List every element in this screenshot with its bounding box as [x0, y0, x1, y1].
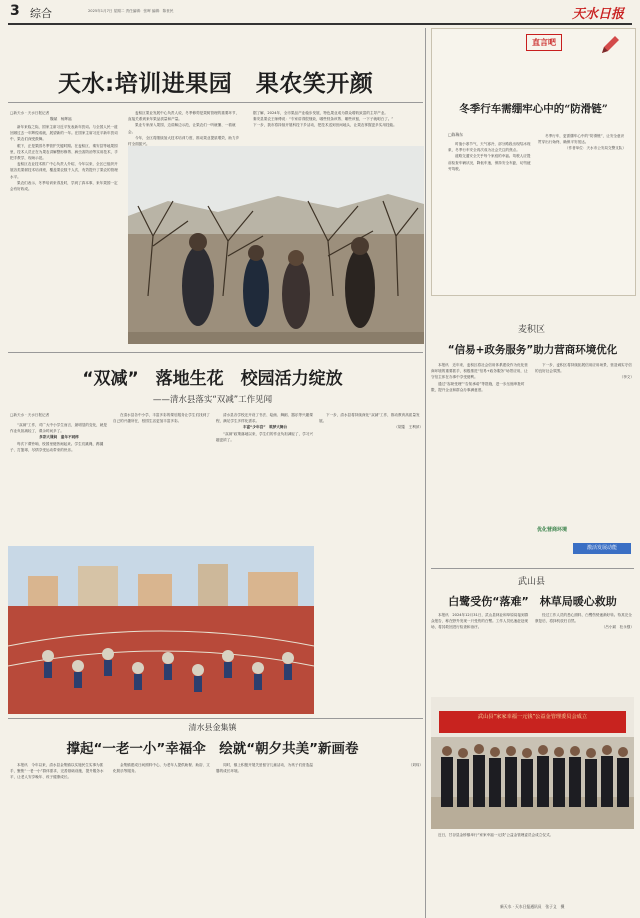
lead-paragraph: 果农们表示，冬季培训来得及时，学到了真本事，来年果园一定会有好收成。 [10, 180, 118, 192]
shuangjian-byline: □新天水 · 天水日报记者 [10, 413, 50, 417]
maiji-paragraph: 下一步，麦积区将持续拓展信用应用场景，营造诚实守信的良好社会氛围。 [535, 363, 632, 374]
column-body [448, 141, 532, 289]
lead-headline-rule [8, 102, 423, 103]
shuangjian-paragraph: 下一步，清水县将持续深化“双减”工作，推动教育高质量发展。 [319, 413, 420, 424]
shuangjian-paragraph: “双减”政策落地以来，学生们的作业负担减轻了，学习兴趣更浓了。 [216, 431, 313, 442]
maiji-paragraph: 本报讯 近年来，麦积区将社会信用体系建设作为优化营商环境的重要抓手，积极推进“信易+政务服务”场景应用，让守信主体在办事中享受便利。 [431, 363, 528, 380]
column-paragraph: 时值小寒节气，天气寒冷，部分路段出现结冰现象，冬季行车安全再次成为社会关注的焦点。 [448, 142, 531, 153]
qingshui-body-col2 [113, 762, 211, 912]
lead-byline-names: 魏斌 杨辉福 [50, 117, 72, 122]
lead-body-col2 [128, 110, 240, 147]
column-divider [425, 28, 426, 918]
lead-byline [10, 110, 120, 122]
qingshui-end: （刘玮） [408, 763, 423, 767]
school-photo [8, 546, 314, 714]
column-title: 冬季行车需绷牢心中的“防滑链” [459, 103, 608, 115]
maiji-body-col1 [431, 362, 529, 562]
lead-paragraph: 下一步，我市将持续开展科技下乡活动，把技术送到田间地头，让果农掌握更多实用技能。 [253, 123, 397, 128]
section-name: 综合 [30, 7, 52, 20]
lead-paragraph: 今年，全区将继续加大技术培训力度，推动果业提质增效，助力乡村全面振兴。 [128, 135, 240, 147]
qingshui-body-col4 [319, 762, 423, 912]
lead-paragraph: 麦积区果业发展中心负责人说，冬季修剪是果树管理的重要环节，直接关系到来年果品质量和产量。 [128, 111, 240, 122]
masthead [0, 0, 640, 24]
shuangjian-author: （胡蓬 王利萍） [394, 425, 423, 430]
lead-paragraph: 据了解，2024年，全市果品产业稳步发展，特色果业成为群众增收致富的主导产业。 [253, 111, 388, 115]
lead-body-col1 [10, 124, 120, 344]
wushan-paragraph: 本报讯 2024年12月31日，武山县林业和草原局接到群众报告，称在野外发现一只受伤的白鹭。工作人员迅速赶赴现场，将其救回进行检查和治疗。 [431, 613, 529, 630]
lead-paragraph: 秦安县果农王师傅说：“专家讲得很细致，哪些枝条该剪、哪些该留，一下子就明白了。” [253, 117, 394, 122]
column-box [431, 28, 636, 296]
wushan-end: （吕小斌 杜永强） [601, 625, 634, 630]
lead-paragraph: 眼下，正是果园冬季管护关键时期。在麦积区、秦安县等地果园里，技术人员正在为果农讲解整形修剪、病虫害防治等实用技术，手把手教学，现场示范。 [10, 143, 118, 161]
footer-credit: 新天水 · 天水日报通讯员 张子义 摄 [500, 904, 565, 909]
lead-body-col3 [246, 110, 422, 144]
shuangjian-paragraph: 清水县各学校还开设了书法、绘画、舞蹈、器乐等兴趣课程，满足学生多样化需求。 [216, 413, 313, 424]
maiji-end: （李文） [619, 375, 634, 380]
wushan-body-col2 [535, 612, 634, 692]
shuangjian-headline: “双减” 落地生花 校园活力绽放 [82, 369, 343, 389]
shuangjian-paragraph: 在清水县各中小学，丰富多彩的课后服务让学生们找到了自己的兴趣所在，校园生活更加丰富多彩。 [113, 413, 210, 424]
shuangjian-body-col1 [10, 422, 108, 542]
masthead-rule [8, 23, 632, 25]
wushan-body-col1 [431, 612, 529, 692]
column-label-badge [526, 34, 562, 51]
qingshui-paragraph: 本报讯 今年以来，清水县金集镇以实施民生实事为抓手，聚焦“一老一小”群体需求，完善基础设施，提升服务水平，让老人安享晚年、孩子健康成长。 [10, 763, 104, 780]
issue-info: 2025年1月7日 星期二 责任编辑：张晖 编辑：陈世民 [88, 9, 174, 13]
shuangjian-subtitle: ——清水县落实“双减”工作见闻 [152, 395, 273, 405]
maiji-area-label: 麦积区 [518, 325, 546, 335]
shuangjian-subheading: 丰富“少年宫” 筑梦大舞台 [242, 425, 288, 430]
qingshui-headline: 撑起“一老一小”幸福伞 绘就“朝夕共美”新画卷 [66, 741, 359, 757]
wushan-headline: 白鹭受伤“落难” 林草局暖心救助 [448, 595, 617, 608]
newspaper-logo: 天水日报 [572, 7, 625, 22]
column-label: 直言吧 [532, 38, 556, 47]
shuangjian-paragraph: “双减”工作，对广大中小学生而言，最明显的变化，就是作业负担减轻了，课余时间多了。 [10, 423, 107, 434]
section-rule [431, 568, 634, 569]
qingshui-place: 清水县金集镇 [188, 723, 237, 732]
committee-caption-text: 近日，甘谷县金桥镇举行“家家幸福一元钱”公益金管理委员会成立仪式。 [438, 833, 554, 837]
column-author: （作者单位：天水市公安局交警支队） [564, 146, 626, 151]
section-rule [8, 718, 423, 719]
qingshui-body-col1 [10, 762, 108, 912]
maiji-body-col2 [535, 362, 634, 522]
maiji-paragraph: 通过“容缺受理”“告知承诺”等措施，进一步压缩审批时限，提升企业和群众办事满意度。 [431, 381, 525, 392]
lead-headline: 天水:培训进果园 果农笑开颜 [58, 71, 374, 97]
shuangjian-body-col3 [216, 412, 314, 542]
maiji-headline: “信易+政务服务”助力营商环境优化 [447, 344, 618, 356]
maiji-tag: 优化营商环境 [537, 527, 568, 533]
qingshui-paragraph: 金集镇建成日间照料中心，为老年人提供助餐、助浴、文化娱乐等服务。 [113, 763, 210, 774]
maiji-graphic [535, 525, 634, 565]
qingshui-paragraph: 同时，镇上积极开展关爱留守儿童活动，为孩子们营造温馨的成长环境。 [216, 763, 313, 774]
committee-caption [431, 832, 634, 880]
committee-photo [431, 697, 634, 829]
shuangjian-body-col2 [113, 412, 211, 542]
qingshui-body-col3 [216, 762, 314, 912]
shuangjian-body-col4 [319, 412, 423, 712]
section-rule [8, 352, 423, 353]
committee-banner-text: 武山县“家家幸福一元钱”公益金管理委员会成立 [477, 714, 588, 720]
orchard-photo [128, 146, 424, 344]
shuangjian-paragraph: 每次下课铃响，校园里便热闹起来。学生们跳绳、踢毽子、打篮球，尽情享受运动带来的快乐。 [10, 441, 104, 452]
lead-paragraph: 果业专家深入果园，边讲解边示范，让果农们一听就懂、一看就会。 [128, 123, 236, 134]
shuangjian-subheading: 多彩大课间 童年不同样 [39, 435, 79, 440]
maiji-tag-banner: 激活发展动能 [573, 543, 631, 554]
wushan-area-label: 武山县 [518, 577, 546, 587]
column-paragraph: 冬季行车，更需绷牢心中的“防滑链”，让安全意识贯穿出行始终，确保平安抵达。 [538, 134, 625, 145]
column-paragraph: 道路交通安全关乎每个家庭的幸福。驾驶人应提前检查车辆状况，降低车速，保持安全车距，切勿疲劳驾驶。 [448, 154, 531, 171]
page-number: 3 [10, 3, 20, 19]
column-byline: □陈瑞东 [448, 132, 463, 137]
wushan-paragraph: 经过工作人员的悉心照料，白鹭伤势逐渐好转。待其完全康复后，将择机放归自然。 [535, 613, 632, 624]
pen-icon [598, 33, 622, 57]
lead-paragraph: 新年来临之际，国家主席习近平发表新年贺词。与全国人民一道回顾过去一年辉煌成就，展望新的一年。在国家主席习近平新年贺词中，果农们深受鼓舞。 [10, 125, 118, 142]
lead-byline-tag: □新天水 · 天水日报记者 [10, 111, 50, 115]
lead-paragraph: 麦积区农业技术推广中心负责人介绍，今年以来，全区已组织开展各类果树技术培训班，覆盖果农数千人次，有效提升了果农的管理水平。 [10, 162, 118, 179]
column-body-right [538, 133, 626, 289]
